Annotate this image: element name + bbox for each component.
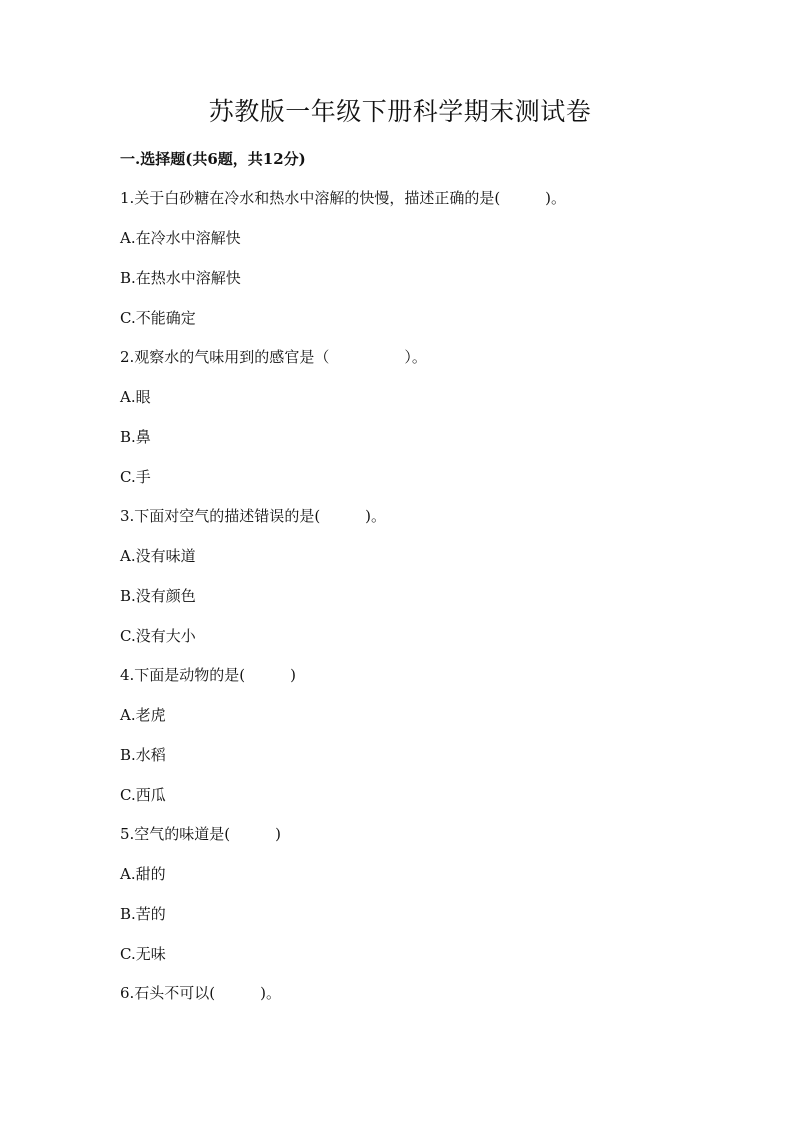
question-4-option-c: C.西瓜 (120, 786, 166, 804)
question-4: 4.下面是动物的是( ) (120, 666, 297, 684)
question-5-option-b: B.苦的 (120, 905, 166, 923)
question-3-option-b: B.没有颜色 (120, 587, 196, 605)
question-1-option-c: C.不能确定 (120, 309, 196, 327)
question-2: 2.观察水的气味用到的感官是（ ）。 (120, 348, 427, 366)
question-6: 6.石头不可以( )。 (120, 984, 282, 1002)
question-2-option-a: A.眼 (120, 388, 151, 406)
question-2-option-c: C.手 (120, 468, 151, 486)
section-header: 一.选择题(共6题，共12分) (120, 150, 306, 168)
question-1: 1.关于白砂糖在冷水和热水中溶解的快慢，描述正确的是( )。 (120, 189, 567, 207)
question-5-option-a: A.甜的 (120, 865, 166, 883)
page-title: 苏教版一年级下册科学期末测试卷 (208, 97, 592, 126)
question-5-option-c: C.无味 (120, 945, 166, 963)
question-5: 5.空气的味道是( ) (120, 825, 282, 843)
question-3-option-c: C.没有大小 (120, 627, 196, 645)
question-3: 3.下面对空气的描述错误的是( )。 (120, 507, 387, 525)
question-4-option-a: A.老虎 (120, 706, 166, 724)
question-4-option-b: B.水稻 (120, 746, 166, 764)
question-3-option-a: A.没有味道 (120, 547, 196, 565)
question-1-option-a: A.在冷水中溶解快 (120, 229, 241, 247)
question-1-option-b: B.在热水中溶解快 (120, 269, 241, 287)
question-2-option-b: B.鼻 (120, 428, 151, 446)
